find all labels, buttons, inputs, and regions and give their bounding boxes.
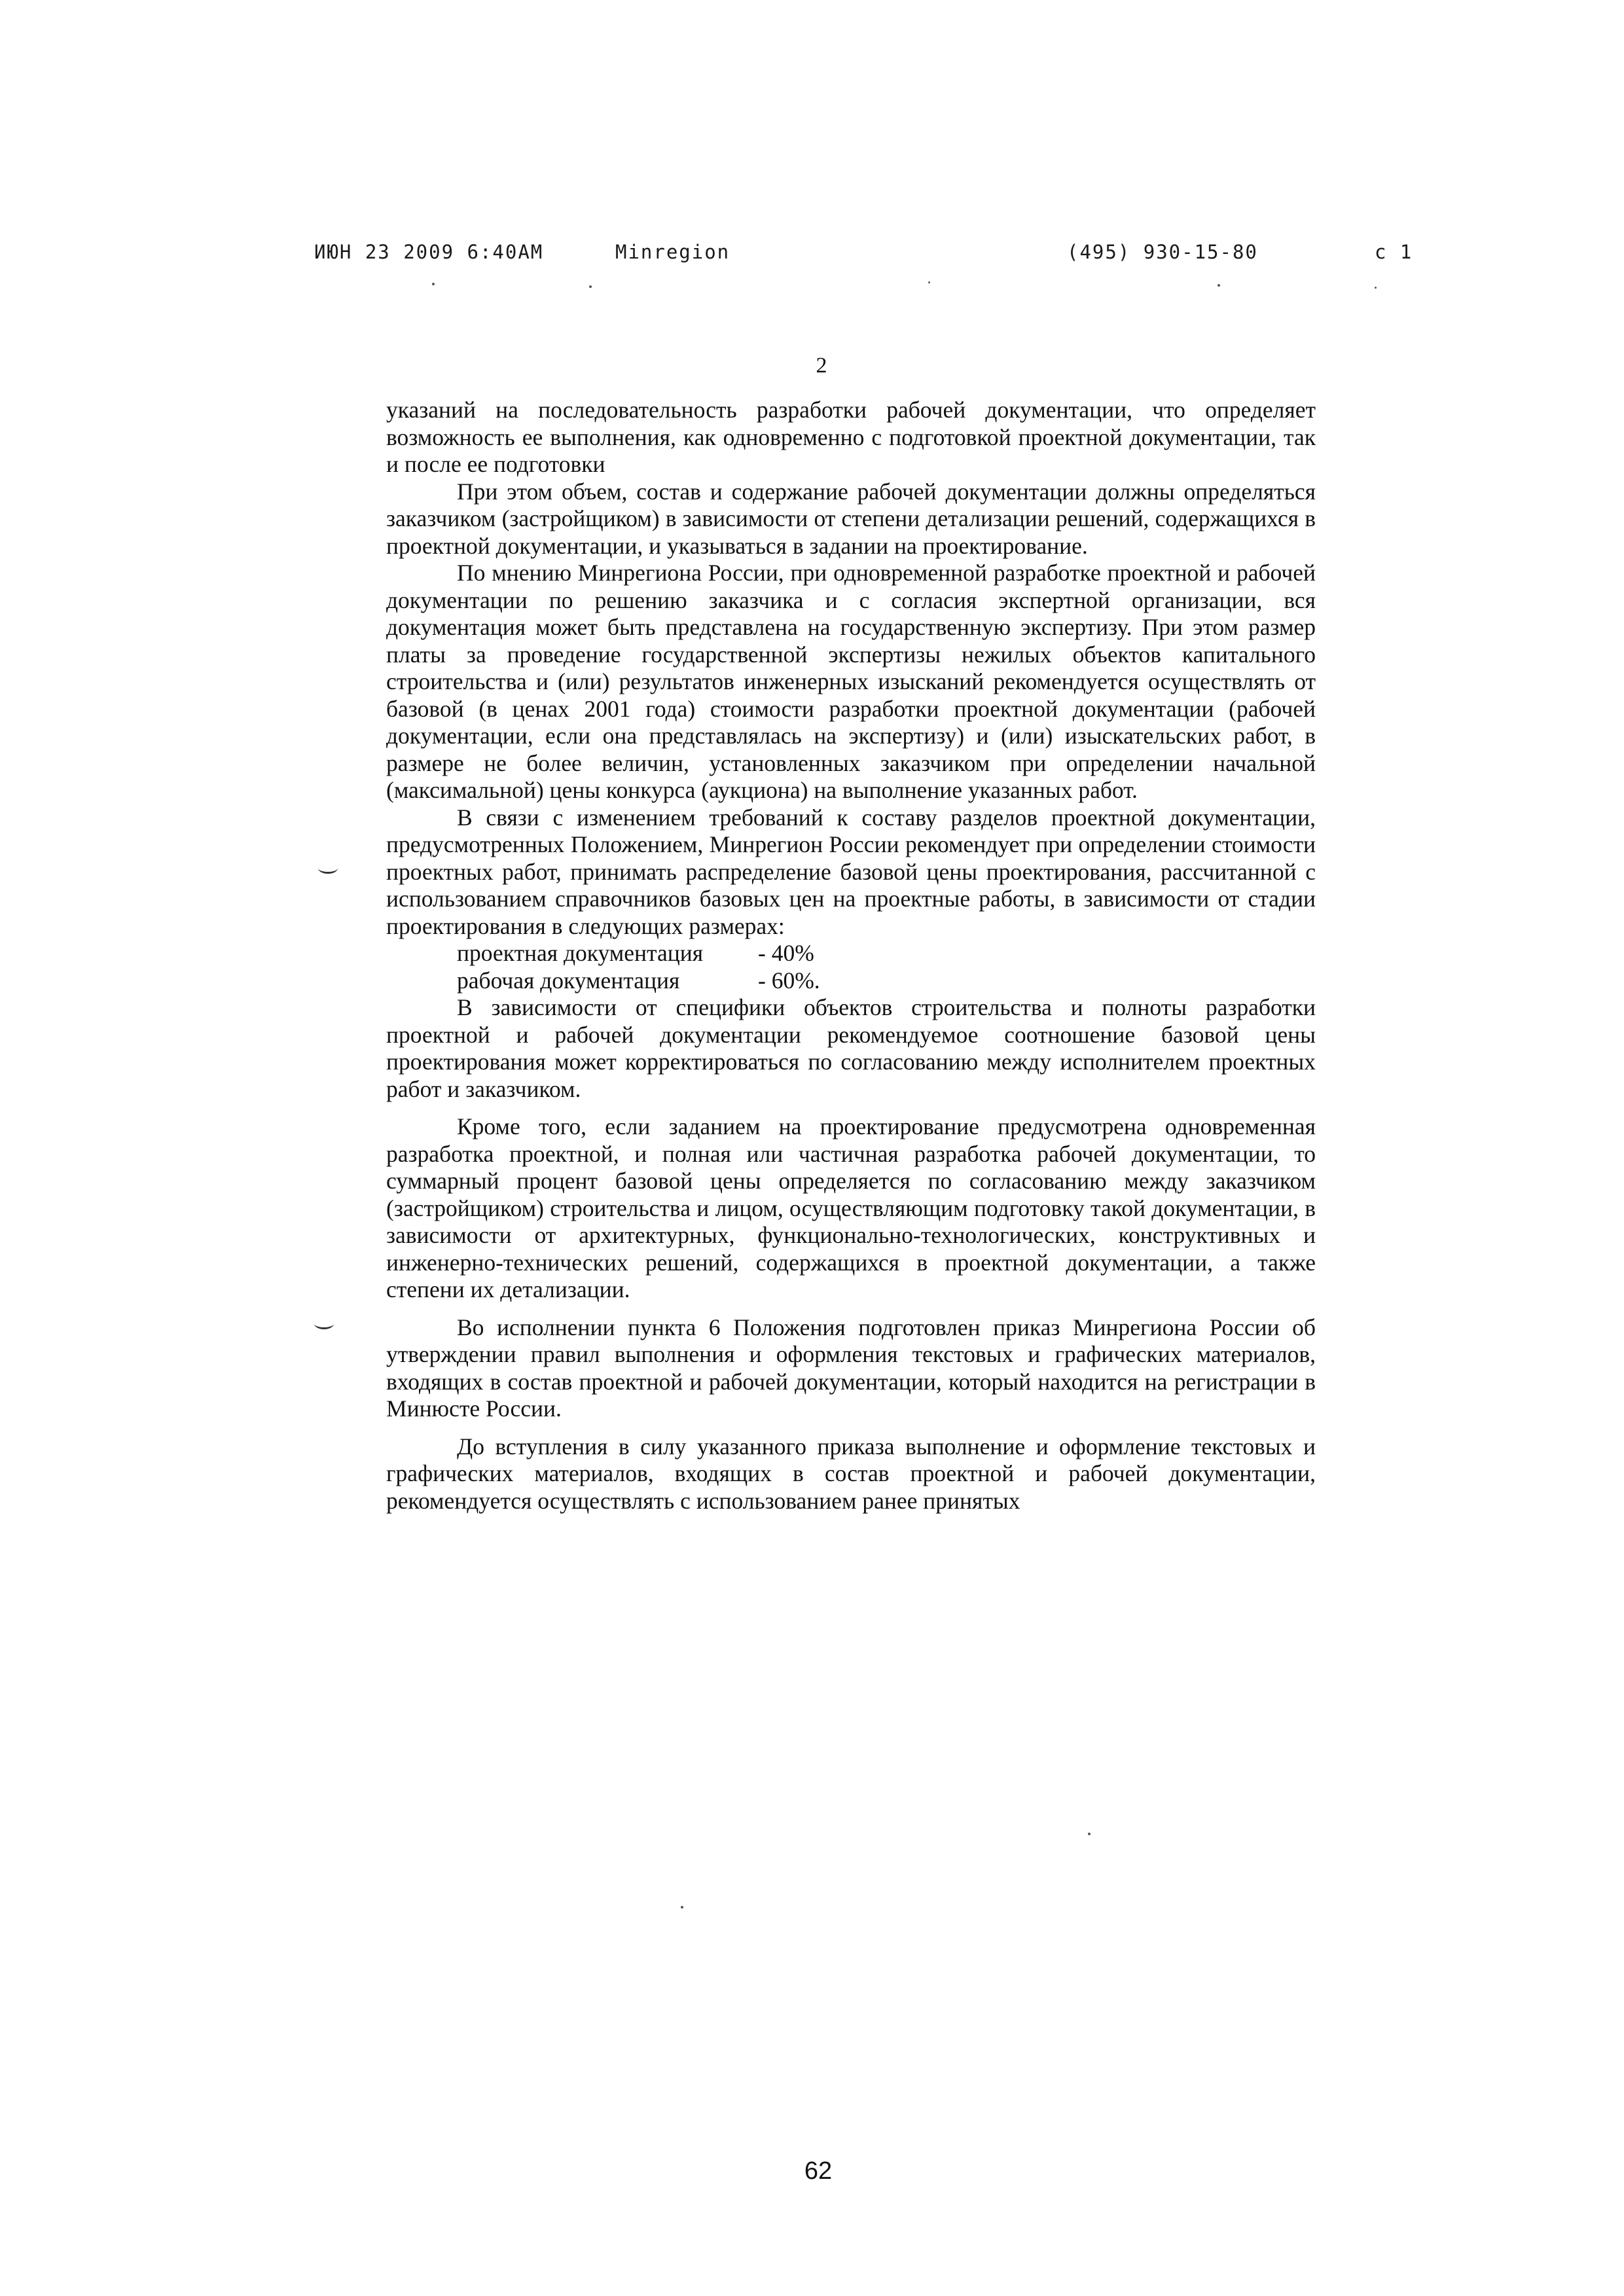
paragraph-expertise: По мнению Минрегиона России, при одновременной разработке проектной и рабочей документации по решению заказчика и с согласия экспертной организации, вся документация может быть представлена на государственную экспертизу. При этом размер платы за проведение государственной экспертизы нежилых объектов капитального строительства и (или) результатов инженерных изысканий рекомендуется осуществлять от базовой (в ценах 2001 года) стоимости разработки проектной документации (рабочей документации, если она представлялась на экспертизу) и (или) изыскательских работ, в размере не более величин, установленных заказчиком при определении начальной (максимальной) цены конкурса (аукциона) на выполнение указанных работ. bbox=[386, 560, 1316, 803]
page-number-top: 2 bbox=[816, 353, 827, 378]
paragraph-continuation: указаний на последовательность разработки рабочей документации, что определяет возможность ее выполнения, как одновременно с подготовкой проектной документации, так и после ее подготовки bbox=[386, 397, 1316, 477]
paragraph-additionally: Кроме того, если заданием на проектирование предусмотрена одновременная разработка проектной, и полная или частичная разработка рабочей документации, то суммарный процент базовой цены определяется по согласованию между заказчиком (застройщиком) строительства и лицом, осуществляющим подготовку такой документации, в зависимости от архитектурных, функционально-технологических, конструктивных и инженерно-технических решений, содержащихся в проектной документации, а также степени их детализации. bbox=[386, 1113, 1316, 1302]
paragraph-scope: При этом объем, состав и содержание рабочей документации должны определяться заказчиком (застройщиком) в зависимости от степени детализации решений, содержащихся в проектной документации, и указываться в задании на проектирование. bbox=[386, 478, 1316, 559]
distribution-value: - 60%. bbox=[758, 967, 820, 994]
paragraph-price-distribution: В связи с изменением требований к составу разделов проектной документации, предусмотренных Положением, Минрегион России рекомендует при определении стоимости проектных работ, принимать распределение базовой цены проектирования, рассчитанной с использованием справочников базовых цен на проектные работы, в зависимости от стадии проектирования в следующих размерах: bbox=[386, 804, 1316, 939]
distribution-name: рабочая документация bbox=[457, 967, 680, 994]
paragraph-transition: До вступления в силу указанного приказа выполнение и оформление текстовых и графических материалов, входящих в состав проектной и рабочей документации, рекомендуется осуществлять с использованием ранее принятых bbox=[386, 1433, 1316, 1514]
fax-sender: Minregion bbox=[615, 241, 731, 263]
fax-header bbox=[314, 241, 1413, 267]
margin-scan-mark bbox=[318, 863, 338, 874]
margin-scan-mark bbox=[314, 1318, 334, 1329]
distribution-value: - 40% bbox=[758, 940, 814, 966]
paragraph-order: Во исполнении пункта 6 Положения подготовлен приказ Минрегиона России об утверждении правил выполнения и оформления текстовых и графических материалов, входящих в состав проектной и рабочей документации, который находится на регистрации в Минюсте России. bbox=[386, 1314, 1316, 1422]
fax-phone: (495) 930-15-80 bbox=[1067, 241, 1258, 263]
paragraph-specifics: В зависимости от специфики объектов строительства и полноты разработки проектной и рабочей документации рекомендуемое соотношение базовой цены проектирования может корректироваться по согласованию между исполнителем проектных работ и заказчиком. bbox=[386, 994, 1316, 1102]
fax-page-indicator: c 1 bbox=[1375, 241, 1413, 263]
distribution-name: проектная документация bbox=[457, 940, 704, 966]
document-body bbox=[386, 397, 1316, 1515]
scan-speck bbox=[1218, 284, 1220, 287]
scan-speck bbox=[1375, 287, 1377, 289]
distribution-row bbox=[386, 967, 1316, 995]
scan-speck bbox=[681, 1906, 683, 1909]
scan-speck bbox=[589, 285, 592, 288]
scan-speck bbox=[432, 283, 435, 285]
distribution-row bbox=[386, 940, 1316, 967]
scan-speck bbox=[928, 281, 930, 283]
page-footer-number: 62 bbox=[804, 2157, 833, 2185]
fax-date-time: ИЮН 23 2009 6:40AM bbox=[314, 241, 544, 263]
scan-speck bbox=[1088, 1833, 1091, 1835]
